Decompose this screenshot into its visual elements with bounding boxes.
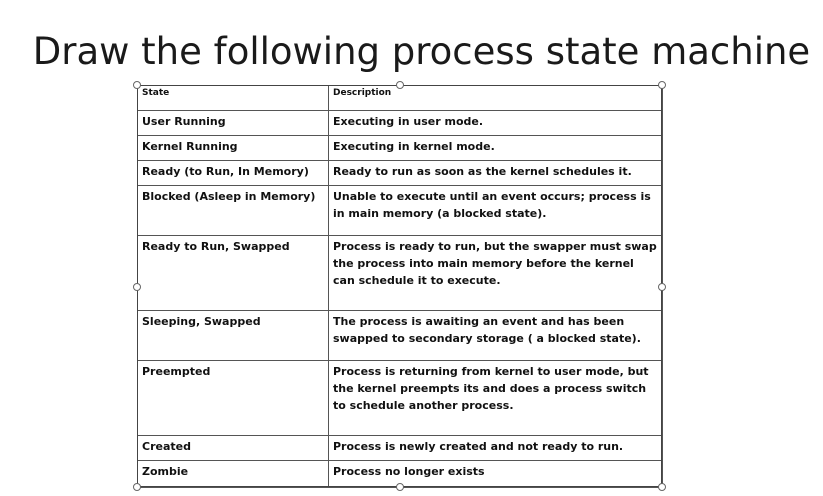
description-cell[interactable]: Process is newly created and not ready to run. [329,436,663,461]
description-cell[interactable]: Executing in kernel mode. [329,136,663,161]
resize-handle-middle-left[interactable] [133,283,141,291]
column-header-state[interactable]: State [138,86,329,111]
state-cell[interactable]: Created [138,436,329,461]
state-cell[interactable]: Kernel Running [138,136,329,161]
description-cell[interactable]: Process is ready to run, but the swapper must swap the process into main memory before the kernel can schedule it to execute. [329,236,663,311]
table-row [138,361,663,436]
description-cell[interactable]: The process is awaiting an event and has been swapped to secondary storage ( a blocked state). [329,311,663,361]
state-cell[interactable]: User Running [138,111,329,136]
description-cell[interactable]: Process no longer exists [329,461,663,488]
resize-handle-top-center[interactable] [396,81,404,89]
state-cell[interactable]: Blocked (Asleep in Memory) [138,186,329,236]
state-cell[interactable]: Sleeping, Swapped [138,311,329,361]
slide-title[interactable]: Draw the following process state machine [32,30,811,73]
resize-handle-middle-right[interactable] [658,283,666,291]
description-cell[interactable]: Process is returning from kernel to user mode, but the kernel preempts its and does a process switch to schedule another process. [329,361,663,436]
table-header-row [138,86,663,111]
resize-handle-bottom-left[interactable] [133,483,141,491]
state-cell[interactable]: Ready (to Run, In Memory) [138,161,329,186]
state-cell[interactable]: Ready to Run, Swapped [138,236,329,311]
description-cell[interactable]: Executing in user mode. [329,111,663,136]
resize-handle-bottom-right[interactable] [658,483,666,491]
table-object[interactable] [137,85,662,487]
column-header-description[interactable]: Description [329,86,663,111]
resize-handle-bottom-center[interactable] [396,483,404,491]
table-row [138,136,663,161]
description-cell[interactable]: Ready to run as soon as the kernel schedules it. [329,161,663,186]
state-cell[interactable]: Zombie [138,461,329,488]
state-cell[interactable]: Preempted [138,361,329,436]
table-row [138,436,663,461]
table-row [138,161,663,186]
resize-handle-top-right[interactable] [658,81,666,89]
resize-handle-top-left[interactable] [133,81,141,89]
process-state-table[interactable] [137,85,663,488]
description-cell[interactable]: Unable to execute until an event occurs; process is in main memory (a blocked state). [329,186,663,236]
table-row [138,311,663,361]
table-row [138,236,663,311]
table-row [138,111,663,136]
table-row [138,186,663,236]
